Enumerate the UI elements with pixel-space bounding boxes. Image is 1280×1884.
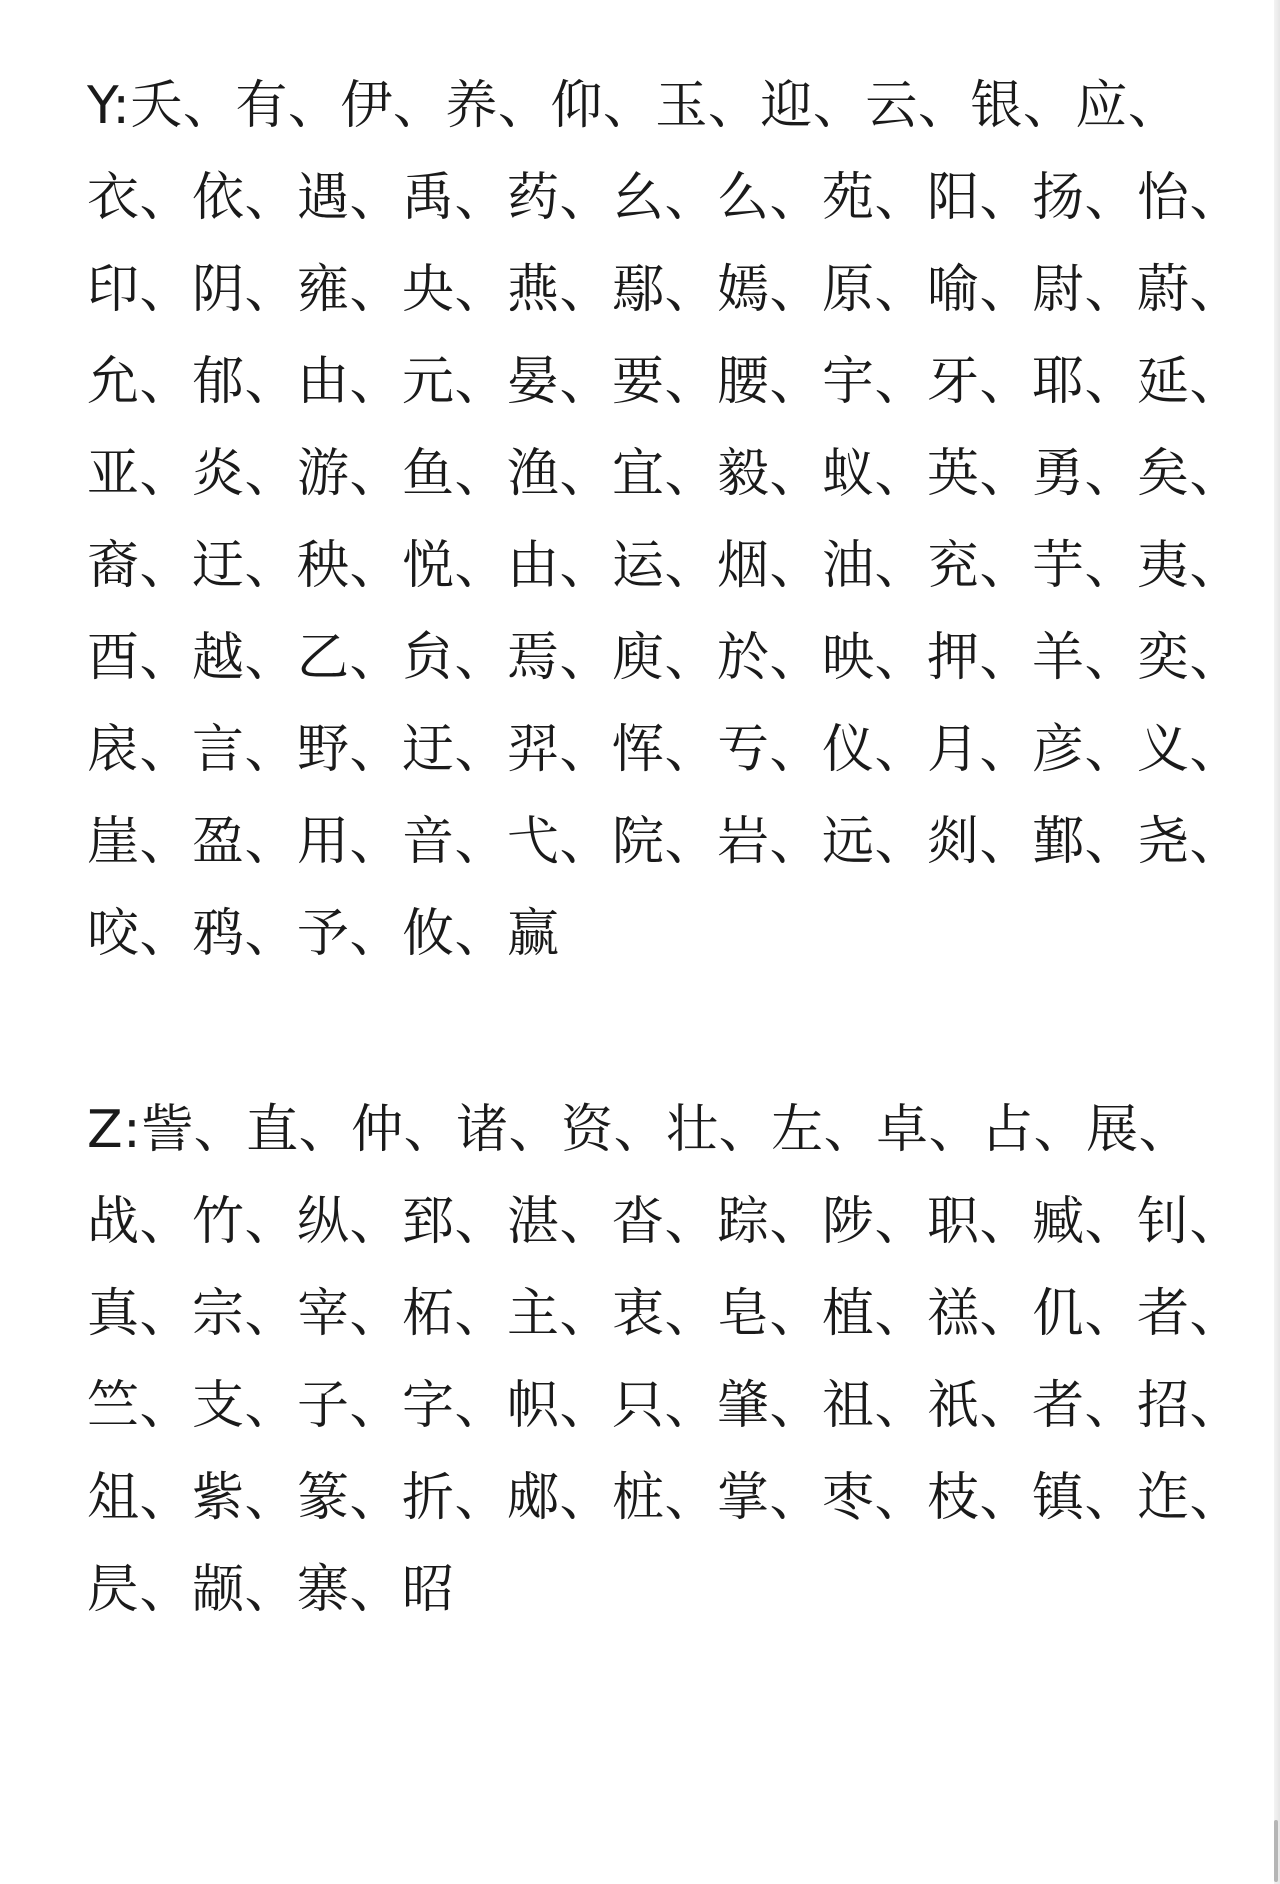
text-line: Z:訾、直、仲、诸、资、壮、左、卓、占、展、	[87, 1100, 1192, 1160]
text-line: Y:夭、有、伊、养、仰、玉、迎、云、银、应、	[87, 76, 1181, 136]
text-line: 崖、盈、用、音、弋、院、岩、远、剡、鄞、尧、	[87, 812, 1243, 872]
scrollbar-track[interactable]	[1274, 0, 1280, 1884]
text-line: 印、阴、雍、央、燕、鄢、嫣、原、喻、尉、蔚、	[87, 260, 1243, 320]
section-y-surnames	[87, 60, 1243, 980]
text-line: 扆、言、野、迂、羿、恽、亐、仪、月、彦、义、	[87, 720, 1243, 780]
text-line: 竺、支、子、字、帜、只、肇、祖、祇、者、招、	[87, 1376, 1243, 1436]
scrollbar-thumb[interactable]	[1274, 1820, 1278, 1882]
text-line: 俎、紫、篆、折、郕、桩、掌、枣、枝、镇、迮、	[87, 1468, 1243, 1528]
section-spacer	[87, 980, 1207, 1084]
text-line: 裔、迂、秧、悦、由、运、烟、油、兖、芋、夷、	[87, 536, 1243, 596]
section-z-surnames	[87, 1084, 1243, 1636]
text-line: 亚、炎、游、鱼、渔、宜、毅、蚁、英、勇、矣、	[87, 444, 1243, 504]
text-line: 咬、鸦、予、攸、赢	[87, 904, 560, 964]
text-line: 允、郁、由、元、晏、要、腰、宇、牙、耶、延、	[87, 352, 1243, 412]
text-line: 昃、颛、寨、昭	[87, 1560, 455, 1620]
text-line: 衣、依、遇、禹、药、幺、么、苑、阳、扬、怡、	[87, 168, 1243, 228]
text-line: 酉、越、乙、贠、焉、庾、於、映、押、羊、奕、	[87, 628, 1243, 688]
text-line: 战、竹、纵、郅、湛、沓、踪、陟、职、臧、钊、	[87, 1192, 1243, 1252]
document-content	[87, 60, 1243, 1636]
text-line: 真、宗、宰、柘、主、衷、皂、植、禚、仉、者、	[87, 1284, 1243, 1344]
